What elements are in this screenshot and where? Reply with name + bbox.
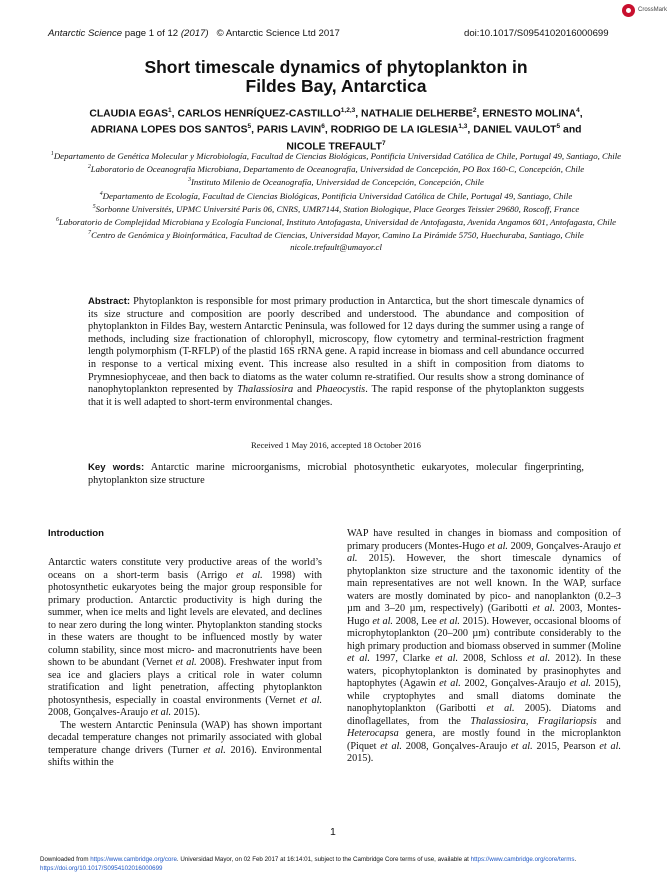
copyright: © Antarctic Science Ltd 2017 (216, 28, 340, 39)
author-sup: 4 (576, 107, 580, 114)
author-list (40, 104, 632, 153)
affiliation-sup: 2 (87, 164, 91, 171)
affiliation-sup: 6 (55, 217, 59, 224)
body-text: 2009, Gonçalves-Araujo (507, 540, 614, 552)
download-footer (40, 856, 640, 873)
title-line-2: Fildes Bay, Antarctica (245, 76, 427, 96)
body-text: 2003, Montes-Hugo (347, 603, 621, 627)
author-name: NICOLE TREFAULT (286, 141, 382, 153)
crossmark-icon (622, 4, 635, 17)
affiliation (40, 202, 632, 215)
doi: doi:10.1017/S0954102016000699 (464, 28, 609, 39)
body-text: 2005). Diatoms and dinoflagellates, from the (347, 703, 621, 727)
et-al: et al. (439, 678, 461, 689)
abstract-text: . The rapid response of the phytoplankton suggests that it is well adapted to short-term environmental changes. (88, 384, 584, 408)
keywords (88, 462, 584, 487)
paragraph: WAP have resulted in changes in biomass and composition of primary producers (Montes-Hugo et al. 2009, Gonçalves-Araujo et al. 2015). However, the short timescale dynamics of phytoplankton size structure and the taxonomic identity of the main representatives are not well known. In the WAP, surface waters are mostly dominated by pico- and nanoplankton (0.2–3 µm and 3–20 µm, respectively) (Garibotti et al. 2003, Montes-Hugo et al. 2008, Lee et al. 2015). However, occasional blooms of microphytoplankton (20–200 µm) contribute considerably to the high primary production and biomass observed in summer (Moline et al. 1997, Clarke et al. 2008, Schloss et al. 2012). In these waters, picophytoplankton is dominated by prasinophytes and haptophytes (Agawin et al. 2002, Gonçalves-Araujo et al. 2015), while cryptophytes and small diatoms dominate the nanophytoplankton (Garibotti et al. 2005). Diatoms and dinoflagellates, from the Thalassiosira, Fragilariopsis and Heterocapsa genera, are mostly found in the microplankton (Piquet et al. 2008, Gonçalves-Araujo et al. 2015, Pearson et al. 2015). (347, 528, 622, 764)
footer-text: Downloaded from (40, 856, 91, 863)
et-al: et al. (372, 615, 393, 627)
author-sep: , (355, 108, 362, 120)
affiliation-sup: 4 (99, 190, 103, 197)
body-text: 1998) with photosynthetic eukaryotes being the major group responsible for primary production. Antarctic productivity is high during the summer, when ice melts and light levels are elevated, and declines to near zero during the long winter. Phytoplankton standing stocks in these waters are thought to be influenced mostly by water column stability, since most micro- and macronutrients have been shown to be abundant (Vernet (48, 569, 322, 668)
genus-name: Thalassiosira (470, 715, 526, 727)
affiliation-text: Departamento de Ecología, Facultad de Ciencias Biológicas, Pontificia Universidad Católica de Chile, Portugal 49, Santiago, Chile (102, 190, 573, 201)
terms-link[interactable]: https://www.cambridge.org/core/terms (470, 856, 575, 863)
paragraph (48, 720, 322, 770)
affiliation-text: Laboratorio de Complejidad Microbiana y Ecología Funcional, Instituto Antofagasta, Universidad de Antofagasta, Avenida Angamos 601, Antofagasta, Chile (58, 217, 617, 228)
affiliation (40, 162, 632, 175)
title-line-1: Short timescale dynamics of phytoplankton in (144, 57, 528, 77)
abstract-label: Abstract: (88, 296, 131, 307)
affiliation-text: Centro de Genómica y Bioinformática, Facultad de Ciencias, Universidad Mayor, Camino La Pirámide 5750, Huechuraba, Santiago, Chile (91, 230, 584, 241)
et-al: et al. (347, 540, 622, 564)
et-al: et al. (532, 603, 555, 614)
affiliations (40, 149, 632, 253)
et-al: et al. (150, 707, 172, 718)
author-sep: , (476, 108, 483, 120)
page-info: page 1 of 12 (124, 28, 179, 39)
abstract-text: Phytoplankton is responsible for most primary production in Antarctica, but the short timescale dynamics of its size structure and composition are poorly described and understood. The abundance and composition of phytoplankton in Fildes Bay, western Antarctic Peninsula, was followed for 12 days during the summer using a range of methods, including size fractionation of chlorophyll, microscopy, flow cytometry and terminal-restriction fragment length polymorphism (T-RFLP) of the plastid 16S rRNA gene. A rapid increase in biomass and cell abundance occurred in response to a vertical mixing event. This increase also resulted in a shift in composition from diatoms to Prymnesiophyceae, and then back to diatoms as the water column re-stratified. Our results show a strong dominance of nanophytoplankton represented by (88, 296, 584, 396)
et-al: et al. (569, 678, 591, 689)
author-sep: , (467, 124, 474, 136)
genus-name: Fragilariopsis (537, 715, 597, 727)
et-al: et al. (299, 694, 323, 706)
et-al: et al. (439, 615, 460, 627)
affiliation (40, 175, 632, 188)
genus-name: Heterocapsa (347, 728, 399, 739)
body-text: genera, are mostly found in the microplankton (Piquet (347, 728, 621, 752)
affiliation (40, 149, 632, 162)
et-al: et al. (236, 569, 263, 581)
body-text: 2008, Lee (392, 615, 440, 627)
et-al: et al. (511, 740, 533, 752)
author-sup: 1 (168, 107, 172, 114)
body-text: 2015). (171, 707, 200, 718)
author-name: CLAUDIA EGAS (89, 108, 169, 120)
body-text: 2008, Gonçalves-Araujo (401, 740, 512, 752)
article-title (40, 58, 632, 96)
affiliation-sup: 3 (188, 177, 191, 184)
body-text: 2008, Gonçalves-Araujo (48, 707, 151, 718)
author-sep: , (579, 108, 583, 120)
affiliation-text: Departamento de Genética Molecular y Microbiología, Facultad de Ciencias Biológicas, Pontificia Universidad Católica de Chile, Portugal 49, Santiago, Chile (53, 150, 622, 161)
journal-year: (2017) (180, 28, 209, 39)
author-name: ADRIANA LOPES DOS SANTOS (90, 124, 248, 136)
et-al: et al. (599, 740, 621, 752)
et-al: et al. (486, 703, 515, 714)
author-name: NATHALIE DELHERBE (361, 108, 473, 120)
email-link[interactable]: nicole.trefault@umayor.cl (290, 241, 382, 252)
affiliation-text: Instituto Milenio de Oceanografía, Universidad de Concepción, Concepción, Chile (190, 177, 484, 188)
author-sup: 2 (472, 107, 477, 114)
affiliation-text: Sorbonne Universités, UPMC Université Paris 06, CNRS, UMR7144, Station Biologique, Place Georges Teissier 29680, Roscoff, France (95, 203, 580, 214)
left-column (48, 557, 322, 770)
paragraph (48, 557, 322, 720)
doi-link[interactable]: https://doi.org/10.1017/S0954102016000699 (40, 864, 163, 872)
page-number: 1 (330, 826, 336, 838)
affiliation (40, 228, 632, 241)
crossmark-label: CrossMark (638, 7, 668, 13)
author-name: DANIEL VAULOT (473, 124, 557, 136)
body-text: 2016). Environmental shifts within the (48, 744, 323, 768)
cambridge-core-link[interactable]: https://www.cambridge.org/core (90, 856, 177, 863)
genus-name: Phaeocystis (316, 384, 366, 396)
author-name: CARLOS HENRÍQUEZ-CASTILLO (177, 108, 341, 120)
author-line-1 (40, 104, 632, 120)
abstract-text: and (293, 384, 316, 396)
et-al: et al. (175, 657, 197, 668)
body-text: 2015), while cryptophytes and small diatoms dominate the nanophytoplankton (Garibotti (347, 678, 621, 714)
affiliation-sup: 1 (50, 151, 54, 157)
body-text: 2015). (347, 753, 374, 764)
et-al: et al. (527, 653, 551, 664)
author-sup: 7 (382, 139, 386, 147)
body-text: 2008, Schloss (458, 653, 528, 664)
footer-text: . Universidad Mayor, on 02 Feb 2017 at 16:14:01, subject to the Cambridge Core terms of use, available at (176, 856, 471, 863)
author-line-2 (40, 120, 632, 136)
affiliation-text: Laboratorio de Oceanografía Microbiana, Departamento de Oceanografía, Universidad de Concepción, PO Box 160-C, Concepción, Chile (90, 164, 585, 175)
affiliation-sup: 5 (92, 203, 96, 210)
et-al: et al. (435, 653, 459, 664)
body-text: 1997, Clarke (369, 653, 436, 664)
author-sup: 6 (321, 123, 325, 131)
author-sup: 1,3 (458, 123, 468, 131)
body-text: 2015, Pearson (532, 740, 600, 752)
author-name: RODRIGO DE LA IGLESIA (330, 124, 459, 136)
abstract (88, 296, 584, 409)
et-al: et al. (487, 540, 508, 552)
right-column (347, 528, 621, 766)
crossmark-button[interactable] (622, 4, 668, 20)
body-text: 2008). Freshwater input from sea ice and glaciers plays a critical role in water column stratification and light penetration, affecting phytoplankton photosynthesis, especially in coastal environments (Vernet (48, 657, 322, 706)
author-sup: 5 (247, 123, 252, 131)
body-text: Antarctic waters constitute very productive areas of the world’s oceans on a short-term basis (Arrigo (48, 557, 322, 581)
body-text: 2002, Gonçalves-Araujo (460, 678, 570, 689)
author-sup: 1,2,3 (340, 107, 356, 114)
author-sup: 5 (556, 123, 561, 131)
affiliation-sup: 7 (88, 230, 92, 237)
body-text: WAP have resulted in changes in biomass and composition of primary producers (Montes-Hugo (347, 528, 621, 552)
et-al: et al. (347, 653, 370, 664)
body-text: The western Antarctic Peninsula (WAP) has shown important decadal temperature changes not primarily associated with global temperature change drivers (Turner (48, 719, 322, 756)
running-header (48, 28, 340, 39)
section-heading: Introduction (48, 528, 104, 539)
author-sep: , (251, 124, 257, 136)
journal-name: Antarctic Science (48, 28, 123, 39)
body-text: 2015). However, occasional blooms of microphytoplankton (20–200 µm) contribute considerably to the high primary production and biomass observed in summer (Moline (347, 615, 621, 652)
keywords-text: Antarctic marine microorganisms, microbial photosynthetic eukaryotes, molecular fingerprinting, phytoplankton size structure (88, 462, 584, 486)
keywords-label: Key words: (88, 462, 145, 473)
footer-text: . (574, 856, 577, 863)
author-name: ERNESTO MOLINA (482, 108, 577, 120)
genus-name: Thalassiosira (237, 384, 294, 396)
author-sep: and (560, 124, 582, 136)
author-name: PARIS LAVIN (256, 124, 322, 136)
affiliation (40, 215, 632, 228)
affiliation (40, 189, 632, 202)
et-al: et al. (203, 744, 226, 756)
received-dates: Received 1 May 2016, accepted 18 October 2016 (251, 440, 421, 450)
et-al: et al. (380, 740, 402, 752)
author-sep: , (324, 124, 331, 136)
body-text: 2015). However, the short timescale dynamics of phytoplankton size structure and the taxonomic identity of the main representatives are not well known. In the WAP, surface waters are mostly dominated by pico- and nanoplankton (0.2–3 µm and 3–20 µm, respectively) (Garibotti (347, 553, 621, 614)
body-text: 2012). In these waters, picophytoplankton is dominated by prasinophytes and haptophytes (Agawin (347, 653, 622, 689)
author-sep: , (171, 108, 178, 120)
